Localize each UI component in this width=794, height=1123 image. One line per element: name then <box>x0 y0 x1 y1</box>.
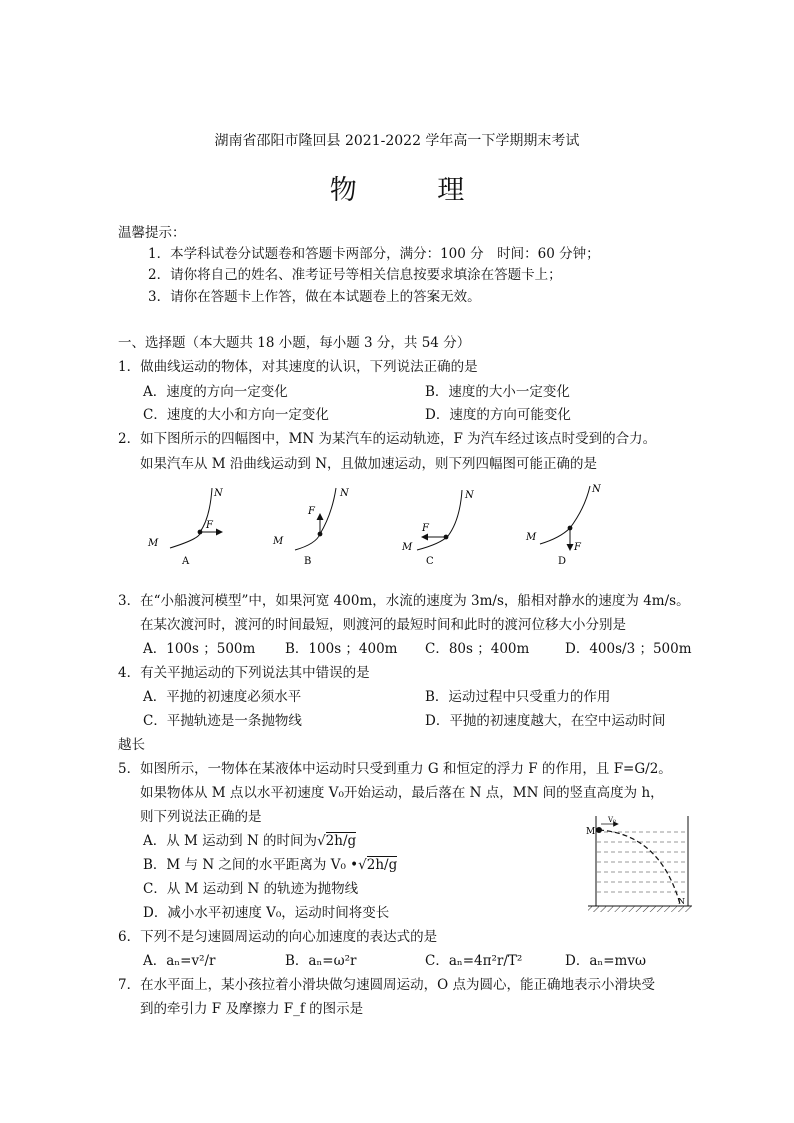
q6-option-a: A．aₙ=v²/r <box>143 953 216 969</box>
q5-option-a-radicand: 2h/g <box>325 833 357 849</box>
section-heading: 一、选择题（本大题共 18 小题，每小题 3 分，共 54 分） <box>118 335 471 351</box>
q2-diagram-a <box>147 488 224 567</box>
q4-option-a: A．平抛的初速度必须水平 <box>143 689 302 705</box>
q4-stem: 4．有关平抛运动的下列说法其中错误的是 <box>118 665 370 681</box>
q3-stem-line1: 3．在“小船渡河模型”中，如果河宽 400m，水流的速度为 3m/s，船相对静水的速度为 4m/s。 <box>118 593 690 609</box>
q2-diagram-c <box>401 490 475 567</box>
q5-stem-line1: 5．如图所示，一物体在某液体中运动时只受到重力 G 和恒定的浮力 F 的作用，且 F=G/2。 <box>118 761 672 777</box>
q5-stem-line2: 如果物体从 M 点以水平初速度 V₀开始运动，最后落在 N 点，MN 间的竖直高度为 h， <box>140 785 664 801</box>
q6-stem: 6．下列不是匀速圆周运动的向心加速度的表达式的是 <box>118 929 438 945</box>
q5-fig-n-label: N <box>678 897 685 906</box>
q1-option-a: A．速度的方向一定变化 <box>143 384 288 400</box>
q2-figure <box>140 478 620 578</box>
q5-option-d: D．减小水平初速度 V₀，运动时间将变长 <box>143 905 390 921</box>
q5-option-b-radicand: 2h/g <box>366 857 398 873</box>
sqrt-symbol: √ <box>358 857 367 873</box>
notice-item-3: 3．请你在答题卡上作答，做在本试题卷上的答案无效。 <box>148 289 481 305</box>
q5-option-a <box>143 832 356 850</box>
q2-d-f-label: F <box>574 542 581 553</box>
notice-heading: 温馨提示： <box>118 225 186 241</box>
q1-option-c: C．速度的大小和方向一定变化 <box>143 407 329 423</box>
q6-option-b: B．aₙ=ω²r <box>285 953 357 969</box>
notice-item-1: 1．本学科试卷分试题卷和答题卡两部分，满分：100 分 时间：60 分钟； <box>148 246 600 262</box>
notice-item-2: 2．请你将自己的姓名、准考证号等相关信息按要求填涂在答题卡上； <box>148 267 562 283</box>
q2-stem-line2: 如果汽车从 M 沿曲线运动到 N，且做加速运动，则下列四幅图可能正确的是 <box>140 456 598 472</box>
q6-option-d: D．aₙ=mvω <box>565 953 646 969</box>
q2-a-f-label: F <box>206 520 213 531</box>
q2-a-m-label: M <box>148 538 159 549</box>
q2-d-m-label: M <box>526 532 537 543</box>
q5-option-b <box>143 856 397 874</box>
subject-title: 物 理 <box>329 175 501 206</box>
q5-figure <box>580 812 694 914</box>
q7-stem-line2: 到的牵引力 F 及摩擦力 F_f 的图示是 <box>140 1001 364 1017</box>
q5-option-c: C．从 M 运动到 N 的轨迹为抛物线 <box>143 881 359 897</box>
q7-stem-line1: 7．在水平面上，某小孩拉着小滑块做匀速圆周运动，O 点为圆心，能正确地表示小滑块受 <box>118 977 655 993</box>
q1-option-d: D．速度的方向可能变化 <box>425 407 571 423</box>
q1-stem: 1．做曲线运动的物体，对其速度的认识，下列说法正确的是 <box>118 359 478 375</box>
q2-b-m-label: M <box>273 536 284 547</box>
q3-stem-line2: 在某次渡河时，渡河的时间最短，则渡河的最短时间和此时的渡河位移大小分别是 <box>140 617 626 633</box>
exam-title: 湖南省邵阳市隆回县 2021-2022 学年高一下学期期末考试 <box>214 133 580 149</box>
q2-diagram-d <box>525 484 602 567</box>
q5-option-a-text: A．从 M 运动到 N 的时间为 <box>143 833 318 849</box>
q2-a-letter: A <box>182 556 190 567</box>
q2-a-n-label: N <box>214 488 223 499</box>
q3-option-c: C．80s ；400m <box>425 641 530 657</box>
q6-option-c: C．aₙ=4π²r/T² <box>425 953 523 969</box>
q5-fig-m-label: M <box>586 827 596 837</box>
q2-c-n-label: N <box>465 490 474 501</box>
q4-option-d-continued: 越长 <box>118 737 145 753</box>
q2-b-f-label: F <box>308 506 315 517</box>
q2-diagram-b <box>272 488 350 567</box>
q4-option-d: D．平抛的初速度越大，在空中运动时间 <box>425 713 666 729</box>
sqrt-symbol: √ <box>317 833 326 849</box>
q2-c-letter: C <box>426 556 434 567</box>
q4-option-b: B．运动过程中只受重力的作用 <box>425 689 611 705</box>
q2-b-letter: B <box>304 556 312 567</box>
q3-option-a: A．100s ；500m <box>143 641 256 657</box>
q5-fig-v-label: V₀ <box>608 816 616 824</box>
q5-option-b-text: B．M 与 N 之间的水平距离为 V₀ • <box>143 857 359 873</box>
q1-option-b: B．速度的大小一定变化 <box>425 384 570 400</box>
q2-c-m-label: M <box>402 542 413 553</box>
q5-stem-line3: 则下列说法正确的是 <box>140 809 262 825</box>
q2-b-n-label: N <box>340 488 349 499</box>
q3-option-b: B．100s ；400m <box>285 641 398 657</box>
q2-c-f-label: F <box>422 523 429 534</box>
q3-option-d: D．400s/3 ；500m <box>565 641 692 657</box>
q2-stem-line1: 2．如下图所示的四幅图中，MN 为某汽车的运动轨迹，F 为汽车经过该点时受到的合力。 <box>118 431 657 447</box>
q2-d-n-label: N <box>592 484 601 495</box>
q4-option-c: C．平抛轨迹是一条抛物线 <box>143 713 302 729</box>
q2-d-letter: D <box>558 556 567 567</box>
